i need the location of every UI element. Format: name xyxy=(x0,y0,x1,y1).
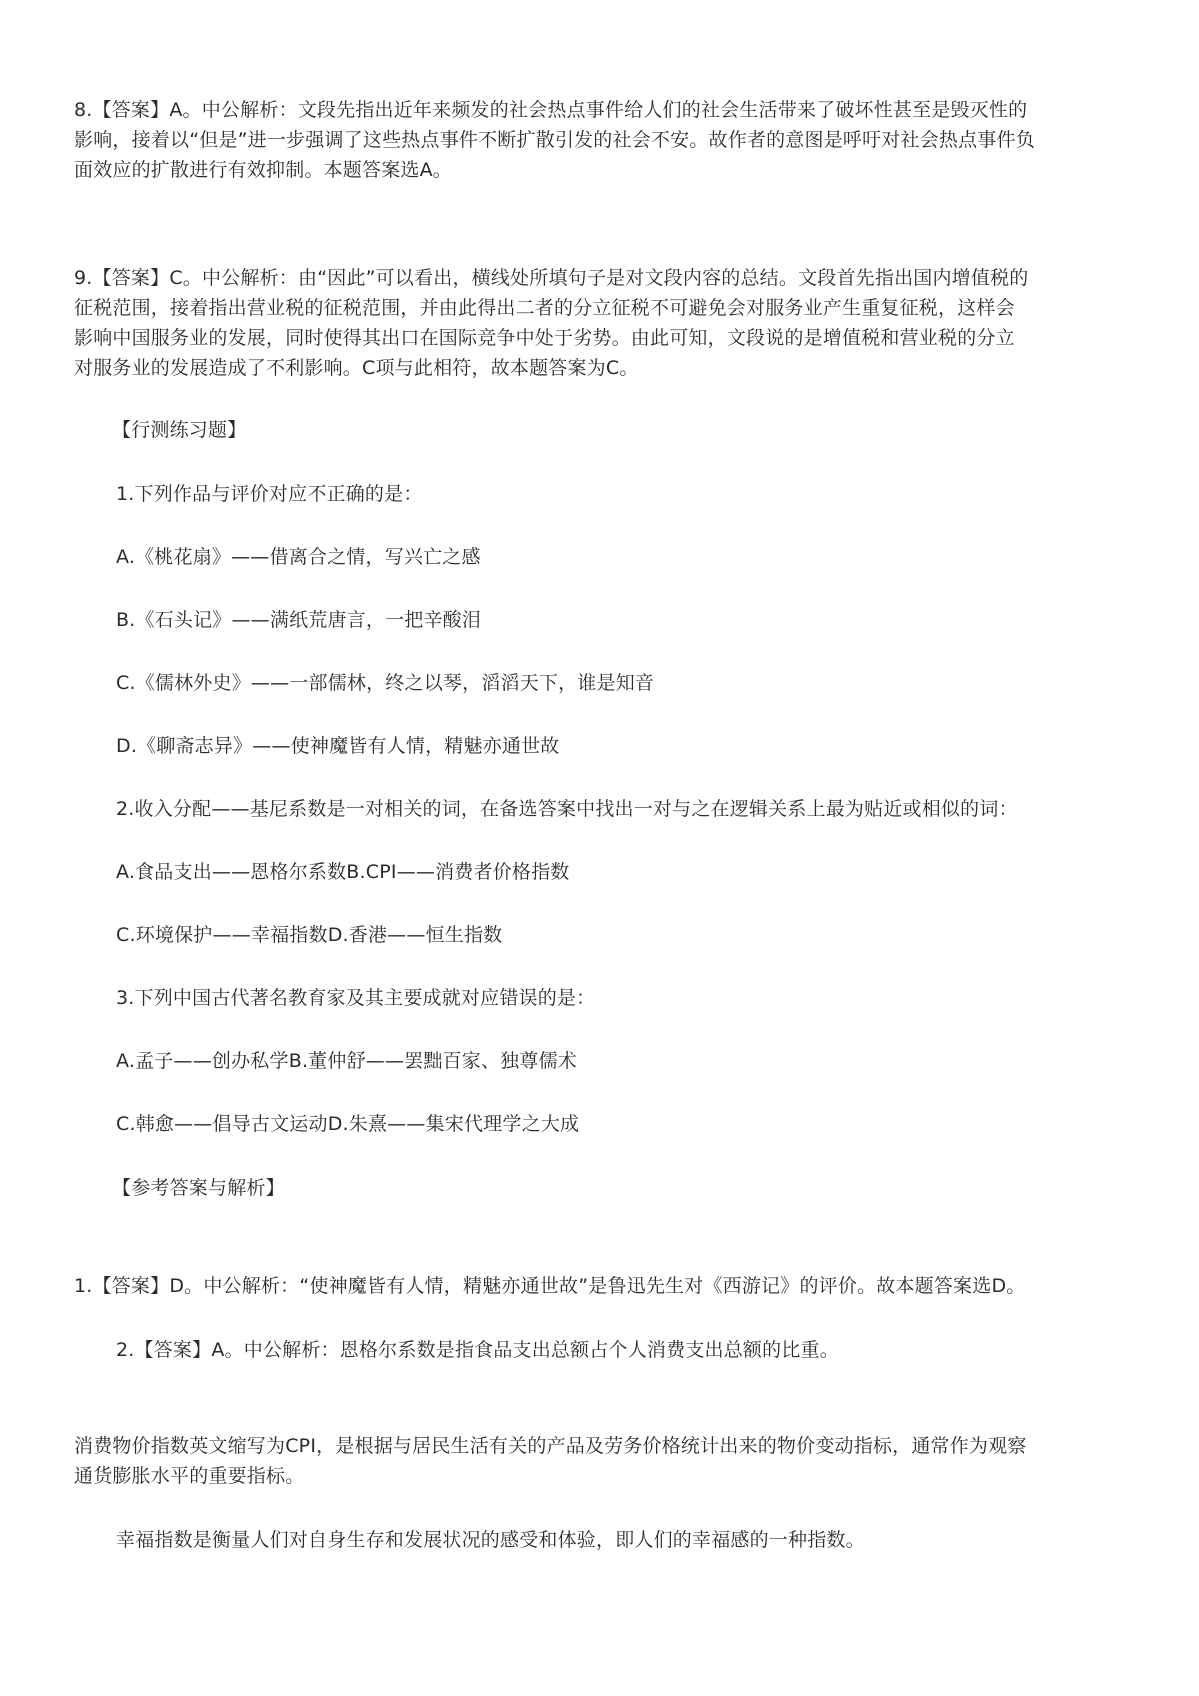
practice-q3-stem: 3.下列中国古代著名教育家及其主要成就对应错误的是： xyxy=(116,987,596,1009)
practice-q1-option-c: C.《儒林外史》——一部儒林，终之以琴，滔滔天下，谁是知音 xyxy=(116,672,655,694)
q8-explanation-line-3: 面效应的扩散进行有效抑制。本题答案选A。 xyxy=(74,159,452,181)
practice-heading: 【行测练习题】 xyxy=(112,419,247,441)
practice-q1-option-b: B.《石头记》——满纸荒唐言，一把辛酸泪 xyxy=(116,609,482,631)
happiness-index-explanation: 幸福指数是衡量人们对自身生存和发展状况的感受和体验，即人们的幸福感的一种指数。 xyxy=(116,1529,865,1551)
practice-q1-option-a: A.《桃花扇》——借离合之情，写兴亡之感 xyxy=(116,546,481,568)
practice-q3-options-ab: A.孟子——创办私学B.董仲舒——罢黜百家、独尊儒术 xyxy=(116,1050,577,1072)
answers-heading: 【参考答案与解析】 xyxy=(112,1177,285,1199)
q9-explanation-line-1: 9.【答案】C。中公解析：由“因此”可以看出，横线处所填句子是对文段内容的总结。文段首先指出国内增值税的 xyxy=(74,267,1029,289)
practice-q2-stem: 2.收入分配——基尼系数是一对相关的词，在备选答案中找出一对与之在逻辑关系上最为贴近或相似的词： xyxy=(116,798,1018,820)
cpi-explanation-line-2: 通货膨胀水平的重要指标。 xyxy=(74,1465,305,1487)
q9-explanation-line-4: 对服务业的发展造成了不利影响。C项与此相符，故本题答案为C。 xyxy=(74,357,639,379)
answer-1: 1.【答案】D。中公解析：“使神魔皆有人情，精魅亦通世故”是鲁迅先生对《西游记》的评价。故本题答案选D。 xyxy=(74,1275,1026,1297)
q8-explanation-line-1: 8.【答案】A。中公解析：文段先指出近年来频发的社会热点事件给人们的社会生活带来了破坏性甚至是毁灭性的 xyxy=(74,99,1028,121)
practice-q2-options-cd: C.环境保护——幸福指数D.香港——恒生指数 xyxy=(116,924,503,946)
q9-explanation-line-2: 征税范围，接着指出营业税的征税范围，并由此得出二者的分立征税不可避免会对服务业产生重复征税，这样会 xyxy=(74,297,1015,319)
q8-explanation-line-2: 影响，接着以“但是”进一步强调了这些热点事件不断扩散引发的社会不安。故作者的意图是呼吁对社会热点事件负 xyxy=(74,129,1035,151)
practice-q3-options-cd: C.韩愈——倡导古文运动D.朱熹——集宋代理学之大成 xyxy=(116,1113,580,1135)
practice-q1-option-d: D.《聊斋志异》——使神魔皆有人情，精魅亦通世故 xyxy=(116,735,560,757)
answer-2: 2.【答案】A。中公解析：恩格尔系数是指食品支出总额占个人消费支出总额的比重。 xyxy=(116,1339,839,1361)
cpi-explanation-line-1: 消费物价指数英文缩写为CPI，是根据与居民生活有关的产品及劳务价格统计出来的物价变动指标，通常作为观察 xyxy=(74,1435,1027,1457)
q9-explanation-line-3: 影响中国服务业的发展，同时使得其出口在国际竞争中处于劣势。由此可知，文段说的是增值税和营业税的分立 xyxy=(74,327,1015,349)
practice-q1-stem: 1.下列作品与评价对应不正确的是： xyxy=(116,483,423,505)
practice-q2-options-ab: A.食品支出——恩格尔系数B.CPI——消费者价格指数 xyxy=(116,861,570,883)
